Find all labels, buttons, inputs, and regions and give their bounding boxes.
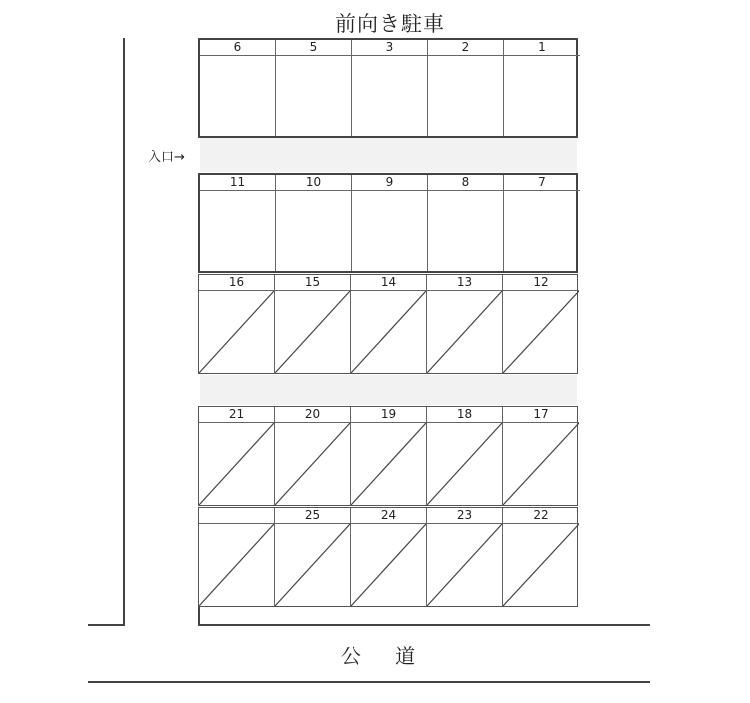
spot-number: 5 <box>276 40 351 56</box>
hatch-diagonal <box>427 524 502 606</box>
parking-spot <box>503 508 579 606</box>
aisle-lower <box>200 375 577 405</box>
parking-spot <box>276 175 352 271</box>
spot-number: 7 <box>504 175 580 191</box>
parking-row-row-d <box>198 406 578 506</box>
hatch-diagonal <box>275 291 350 373</box>
parking-spot <box>275 275 351 373</box>
hatch-diagonal <box>503 423 579 505</box>
parking-spot <box>199 508 275 606</box>
parking-spot <box>428 40 504 136</box>
spot-number: 12 <box>503 275 579 291</box>
hatch-diagonal <box>199 291 274 373</box>
spot-number: 6 <box>200 40 275 56</box>
hatch-diagonal <box>427 291 502 373</box>
left-boundary-line <box>123 38 125 625</box>
spot-number: 22 <box>503 508 579 524</box>
road-line <box>88 681 650 683</box>
parking-spot <box>427 407 503 505</box>
parking-spot <box>199 275 275 373</box>
parking-row-row-e <box>198 507 578 607</box>
hatch-diagonal <box>275 423 350 505</box>
hatch-diagonal <box>351 524 426 606</box>
spot-number: 15 <box>275 275 350 291</box>
parking-spot <box>351 275 427 373</box>
parking-spot <box>351 407 427 505</box>
parking-spot <box>276 40 352 136</box>
parking-spot <box>427 275 503 373</box>
parking-spot <box>199 407 275 505</box>
spot-number <box>199 508 274 524</box>
hatch-diagonal <box>503 524 579 606</box>
spot-number: 8 <box>428 175 503 191</box>
bottom-left-line <box>88 624 125 626</box>
spot-number: 18 <box>427 407 502 423</box>
spot-number: 10 <box>276 175 351 191</box>
spot-number: 11 <box>200 175 275 191</box>
spot-number: 23 <box>427 508 502 524</box>
hatch-diagonal <box>427 423 502 505</box>
parking-spot <box>428 175 504 271</box>
parking-spot <box>504 175 580 271</box>
hatch-diagonal <box>275 524 350 606</box>
spot-number: 20 <box>275 407 350 423</box>
lot-bottom-line <box>198 624 650 626</box>
spot-number: 2 <box>428 40 503 56</box>
aisle-upper <box>200 138 577 172</box>
parking-row-row-a <box>198 38 578 138</box>
spot-number: 14 <box>351 275 426 291</box>
parking-spot <box>503 275 579 373</box>
parking-spot <box>503 407 579 505</box>
spot-number: 13 <box>427 275 502 291</box>
hatch-diagonal <box>199 423 274 505</box>
parking-spot <box>427 508 503 606</box>
diagram-title: 前向き駐車 <box>335 12 445 36</box>
spot-number: 3 <box>352 40 427 56</box>
lot-bottom-edge-left <box>198 607 200 625</box>
hatch-diagonal <box>503 291 579 373</box>
parking-spot <box>275 407 351 505</box>
spot-number: 25 <box>275 508 350 524</box>
parking-spot <box>275 508 351 606</box>
spot-number: 24 <box>351 508 426 524</box>
spot-number: 21 <box>199 407 274 423</box>
hatch-diagonal <box>199 524 274 606</box>
parking-row-row-c <box>198 274 578 374</box>
parking-spot <box>352 175 428 271</box>
hatch-diagonal <box>351 423 426 505</box>
parking-spot <box>352 40 428 136</box>
parking-spot <box>200 40 276 136</box>
spot-number: 19 <box>351 407 426 423</box>
parking-spot <box>351 508 427 606</box>
road-label: 公 道 <box>340 644 430 668</box>
spot-number: 1 <box>504 40 580 56</box>
entrance-label: 入口→ <box>148 150 185 165</box>
spot-number: 17 <box>503 407 579 423</box>
spot-number: 16 <box>199 275 274 291</box>
spot-number: 9 <box>352 175 427 191</box>
parking-row-row-b <box>198 173 578 273</box>
hatch-diagonal <box>351 291 426 373</box>
parking-spot <box>504 40 580 136</box>
parking-spot <box>200 175 276 271</box>
